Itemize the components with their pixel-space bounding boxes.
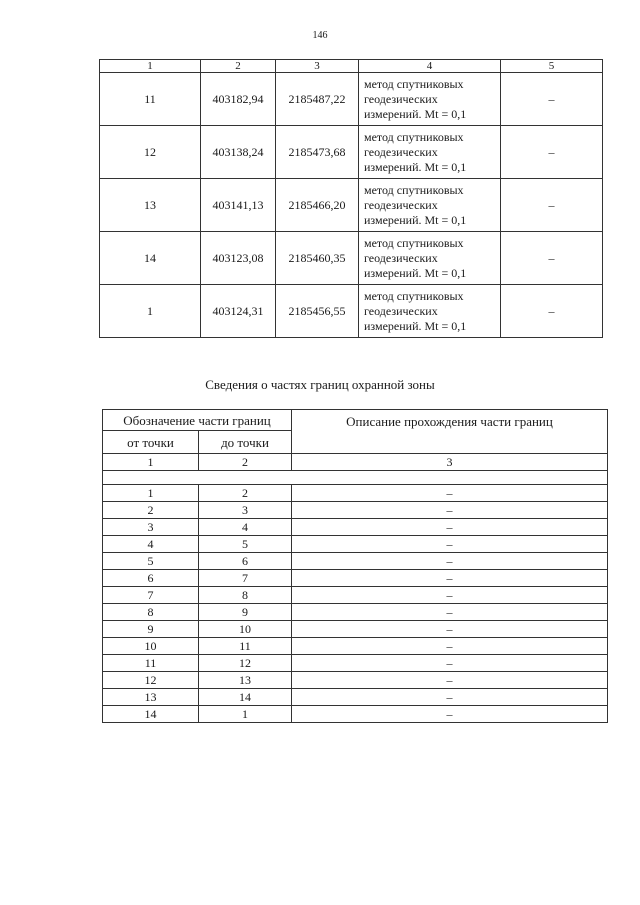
x-coordinate-cell: 403124,31 (201, 285, 276, 338)
to-point-cell: 10 (199, 621, 292, 638)
description-cell: – (292, 587, 608, 604)
from-point-cell: 3 (103, 519, 199, 536)
column-number-header: 2 (201, 60, 276, 73)
point-number-cell: 12 (100, 126, 201, 179)
y-coordinate-cell: 2185487,22 (276, 73, 359, 126)
column-number-header: 4 (359, 60, 501, 73)
from-point-cell: 8 (103, 604, 199, 621)
to-point-cell: 2 (199, 485, 292, 502)
to-point-cell: 9 (199, 604, 292, 621)
column-number-header: 3 (292, 454, 608, 471)
boundary-part-row (103, 587, 608, 604)
description-cell: – (292, 570, 608, 587)
column-number-header: 1 (100, 60, 201, 73)
boundary-part-row (103, 502, 608, 519)
from-point-cell: 1 (103, 485, 199, 502)
x-coordinate-cell: 403141,13 (201, 179, 276, 232)
note-cell: – (501, 73, 603, 126)
boundary-part-row (103, 485, 608, 502)
from-point-cell: 9 (103, 621, 199, 638)
description-cell: – (292, 502, 608, 519)
point-number-cell: 11 (100, 73, 201, 126)
boundary-parts-table (102, 409, 608, 723)
boundary-part-row (103, 621, 608, 638)
description-cell: – (292, 638, 608, 655)
method-line: метод спутниковых (364, 288, 464, 303)
description-cell: – (292, 689, 608, 706)
to-point-cell: 8 (199, 587, 292, 604)
to-point-cell: 11 (199, 638, 292, 655)
from-point-cell: 2 (103, 502, 199, 519)
method-line: измерений. Mt = 0,1 (364, 212, 467, 227)
page-number: 146 (312, 30, 328, 41)
x-coordinate-cell: 403182,94 (201, 73, 276, 126)
to-point-cell: 7 (199, 570, 292, 587)
method-cell (359, 232, 501, 285)
description-cell: – (292, 604, 608, 621)
method-line: геодезических (364, 91, 438, 106)
method-line: геодезических (364, 144, 438, 159)
method-line: метод спутниковых (364, 129, 464, 144)
boundary-part-row (103, 672, 608, 689)
point-number-cell: 14 (100, 232, 201, 285)
method-line: измерений. Mt = 0,1 (364, 265, 467, 280)
to-point-header: до точки (199, 431, 292, 454)
from-point-header: от точки (103, 431, 199, 454)
description-cell: – (292, 519, 608, 536)
note-cell: – (501, 126, 603, 179)
description-cell: – (292, 655, 608, 672)
from-point-cell: 10 (103, 638, 199, 655)
method-line: измерений. Mt = 0,1 (364, 318, 467, 333)
point-number-cell: 13 (100, 179, 201, 232)
boundary-designation-header: Обозначение части границ (103, 410, 292, 431)
column-number-header: 3 (276, 60, 359, 73)
to-point-cell: 5 (199, 536, 292, 553)
from-point-cell: 4 (103, 536, 199, 553)
spacer-cell (103, 471, 608, 485)
method-line: метод спутниковых (364, 76, 464, 91)
boundary-description-header: Описание прохождения части границ (292, 410, 608, 454)
from-point-cell: 5 (103, 553, 199, 570)
x-coordinate-cell: 403123,08 (201, 232, 276, 285)
coordinate-row (100, 126, 603, 179)
method-line: геодезических (364, 303, 438, 318)
from-point-cell: 11 (103, 655, 199, 672)
to-point-cell: 1 (199, 706, 292, 723)
method-cell (359, 285, 501, 338)
to-point-cell: 14 (199, 689, 292, 706)
coordinate-row (100, 179, 603, 232)
description-cell: – (292, 621, 608, 638)
from-point-cell: 12 (103, 672, 199, 689)
from-point-cell: 6 (103, 570, 199, 587)
note-cell: – (501, 285, 603, 338)
from-point-cell: 7 (103, 587, 199, 604)
to-point-cell: 3 (199, 502, 292, 519)
boundary-part-row (103, 570, 608, 587)
y-coordinate-cell: 2185460,35 (276, 232, 359, 285)
boundary-part-row (103, 553, 608, 570)
description-cell: – (292, 706, 608, 723)
coordinates-table (99, 59, 603, 338)
to-point-cell: 6 (199, 553, 292, 570)
coordinates-header-row (100, 60, 603, 73)
coordinate-row (100, 232, 603, 285)
description-cell: – (292, 553, 608, 570)
boundary-part-row (103, 638, 608, 655)
y-coordinate-cell: 2185473,68 (276, 126, 359, 179)
column-number-header: 2 (199, 454, 292, 471)
boundary-part-row (103, 655, 608, 672)
method-line: метод спутниковых (364, 182, 464, 197)
section-title: Сведения о частях границ охранной зоны (205, 377, 435, 392)
column-number-header: 5 (501, 60, 603, 73)
boundary-part-row (103, 689, 608, 706)
point-number-cell: 1 (100, 285, 201, 338)
from-point-cell: 14 (103, 706, 199, 723)
y-coordinate-cell: 2185466,20 (276, 179, 359, 232)
boundary-part-row (103, 706, 608, 723)
coordinate-row (100, 73, 603, 126)
boundary-part-row (103, 604, 608, 621)
boundary-part-row (103, 519, 608, 536)
to-point-cell: 4 (199, 519, 292, 536)
spacer-row (103, 471, 608, 485)
to-point-cell: 13 (199, 672, 292, 689)
method-line: измерений. Mt = 0,1 (364, 159, 467, 174)
method-line: измерений. Mt = 0,1 (364, 106, 467, 121)
description-cell: – (292, 536, 608, 553)
method-cell (359, 179, 501, 232)
to-point-cell: 12 (199, 655, 292, 672)
boundary-part-row (103, 536, 608, 553)
description-cell: – (292, 672, 608, 689)
method-line: геодезических (364, 197, 438, 212)
note-cell: – (501, 179, 603, 232)
description-cell: – (292, 485, 608, 502)
y-coordinate-cell: 2185456,55 (276, 285, 359, 338)
method-cell (359, 73, 501, 126)
from-point-cell: 13 (103, 689, 199, 706)
column-number-header: 1 (103, 454, 199, 471)
x-coordinate-cell: 403138,24 (201, 126, 276, 179)
method-line: геодезических (364, 250, 438, 265)
method-line: метод спутниковых (364, 235, 464, 250)
coordinate-row (100, 285, 603, 338)
note-cell: – (501, 232, 603, 285)
method-cell (359, 126, 501, 179)
